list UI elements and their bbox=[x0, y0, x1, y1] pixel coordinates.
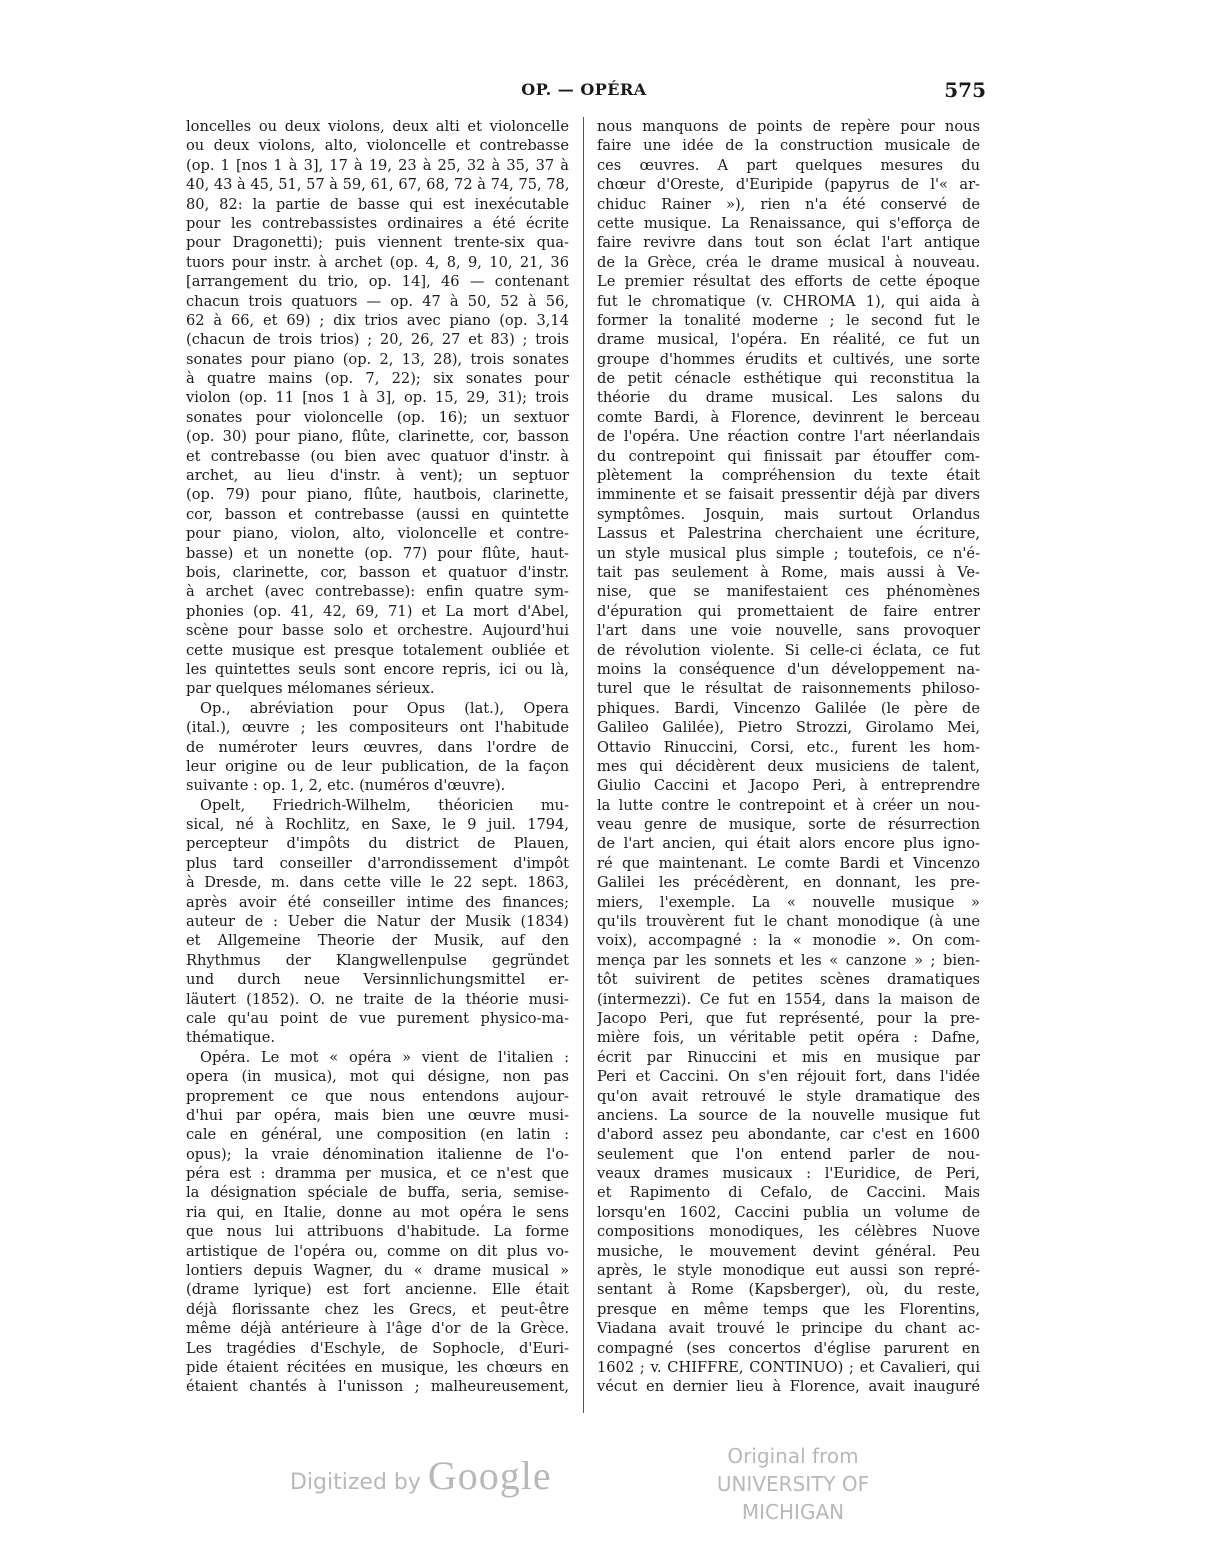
text-line: nous manquons de points de repère pour nous bbox=[597, 118, 980, 135]
text-line: bois, clarinette, cor, basson et quatuor d'instr. bbox=[186, 563, 569, 581]
text-line: tait pas seulement à Rome, mais aussi à Ve- bbox=[597, 563, 980, 581]
text-line: étaient chantés à l'unisson ; malheureusement, bbox=[186, 1378, 569, 1396]
text-line: après avoir été conseiller intime des finances; bbox=[186, 893, 569, 911]
text-line: imminente et se faisait pressentir déjà par divers bbox=[597, 486, 980, 504]
text-line: (op. 79) pour piano, flûte, hautbois, clarinette, bbox=[186, 486, 569, 504]
text-line: groupe d'hommes érudits et cultivés, une sorte bbox=[597, 350, 980, 368]
text-line: und durch neue Versinnlichungsmittel er- bbox=[186, 971, 569, 989]
text-line: de petit cénacle esthétique qui reconstitua la bbox=[597, 370, 980, 388]
text-line: Jacopo Peri, que fut représenté, pour la pre- bbox=[597, 1009, 980, 1027]
text-line: d'épuration qui promettaient de faire entrer bbox=[597, 602, 980, 620]
text-line: chœur d'Oreste, d'Euripide (papyrus de l'« ar- bbox=[597, 176, 980, 194]
text-line: plètement la compréhension du texte était bbox=[597, 467, 980, 485]
text-line: violon (op. 11 [nos 1 à 3], op. 15, 29, 31); trois bbox=[186, 389, 569, 407]
text-line: vécut en dernier lieu à Florence, avait inauguré bbox=[597, 1378, 980, 1396]
original-line1: Original from bbox=[727, 1444, 859, 1468]
text-line: pide étaient récitées en musique, les chœurs en bbox=[186, 1359, 569, 1376]
text-line: opera (in musica), mot qui désigne, non pas bbox=[186, 1068, 569, 1086]
text-line: et contrebasse (ou bien avec quatuor d'instr. à bbox=[186, 447, 569, 465]
text-line: chiduc Rainer »), rien n'a été conservé de bbox=[597, 195, 980, 213]
text-line: basse) et un nonette (op. 77) pour flûte, haut- bbox=[186, 544, 569, 562]
text-line: mes qui décidèrent deux musiciens de talent, bbox=[597, 757, 980, 775]
text-line: presque en même temps que les Florentins, bbox=[597, 1300, 980, 1318]
text-line: chacun trois quatuors — op. 47 à 50, 52 à 56, bbox=[186, 292, 569, 310]
text-line: 1602 ; v. CHIFFRE, CONTINUO) ; et Cavalieri, qui bbox=[597, 1359, 980, 1376]
text-line: 40, 43 à 45, 51, 57 à 59, 61, 67, 68, 72 à 74, 75, 78, bbox=[186, 176, 569, 194]
text-line: pour piano, violon, alto, violoncelle et contre- bbox=[186, 525, 569, 543]
text-line: écrit par Rinuccini et mis en musique par bbox=[597, 1048, 980, 1066]
text-line: cor, basson et contrebasse (aussi en quintette bbox=[186, 505, 569, 523]
text-line: phiques. Bardi, Vincenzo Galilée (le père de bbox=[597, 699, 980, 717]
text-line: Opelt, Friedrich-Wilhelm, théoricien mu- bbox=[200, 796, 569, 814]
text-line: drame musical, l'opéra. En réalité, ce fut un bbox=[597, 331, 980, 349]
text-line: suivante : op. 1, 2, etc. (numéros d'œuvre). bbox=[186, 777, 506, 795]
text-line: miers, l'exemple. La « nouvelle musique » bbox=[597, 893, 980, 911]
text-line: de l'art ancien, qui était alors encore plus igno- bbox=[597, 835, 980, 853]
text-line: opus); la vraie dénomination italienne de l'o- bbox=[186, 1145, 569, 1163]
text-line: Galilei les précédèrent, en donnant, les pre- bbox=[597, 874, 980, 892]
text-line: la lutte contre le contrepoint et à créer un nou- bbox=[597, 796, 980, 814]
text-line: ou deux violons, alto, violoncelle et contrebasse bbox=[186, 137, 569, 155]
running-title: OP. — OPÉRA bbox=[521, 80, 647, 99]
text-line: cale qu'au point de vue purement physico-ma- bbox=[186, 1009, 569, 1027]
running-header bbox=[182, 78, 986, 106]
original-from bbox=[668, 1442, 918, 1526]
text-line: pour les contrebassistes ordinaires a été écrite bbox=[186, 214, 569, 232]
text-line: 62 à 66, et 69) ; dix trios avec piano (op. 3,14 bbox=[186, 311, 569, 329]
column-divider bbox=[583, 117, 584, 1413]
text-line: sonates pour violoncelle (op. 16); un sextuor bbox=[186, 408, 569, 426]
text-line: de l'opéra. Une réaction contre l'art néerlandais bbox=[597, 428, 980, 446]
text-line: cale en général, une composition (en latin : bbox=[186, 1126, 569, 1144]
text-line: d'abord assez peu abondante, car c'est en 1600 bbox=[597, 1126, 980, 1144]
text-line: veaux drames musicaux : l'Euridice, de Peri, bbox=[597, 1165, 980, 1183]
text-line: archet, au lieu d'instr. à vent); un septuor bbox=[186, 467, 569, 485]
right-column bbox=[597, 117, 980, 1397]
text-line: symptômes. Josquin, mais surtout Orlandus bbox=[597, 505, 980, 523]
text-line: ces œuvres. A part quelques mesures du bbox=[597, 156, 980, 174]
text-line: turel que le résultat de raisonnements philoso- bbox=[597, 680, 980, 698]
text-line: voix), accompagné : la « monodie ». On com- bbox=[597, 932, 980, 950]
digitized-by-google bbox=[290, 1452, 552, 1499]
text-line: scène pour basse solo et orchestre. Aujourd'hui bbox=[186, 622, 569, 640]
text-line: plus tard conseiller d'arrondissement d'impôt bbox=[186, 854, 569, 872]
text-line: Op., abréviation pour Opus (lat.), Opera bbox=[200, 699, 569, 717]
text-line: Ottavio Rinuccini, Corsi, etc., furent les hom- bbox=[597, 738, 980, 756]
text-line: qu'on avait retrouvé le style dramatique des bbox=[597, 1087, 980, 1105]
text-line: de la Grèce, créa le drame musical à nouveau. bbox=[597, 253, 980, 271]
text-line: sentant à Rome (Kapsberger), où, du reste, bbox=[597, 1281, 980, 1299]
text-line: mença par les sonnets et les « canzone » ; bien- bbox=[597, 951, 980, 969]
text-line: (drame lyrique) est fort ancienne. Elle était bbox=[186, 1281, 569, 1299]
text-line: après, le style monodique eut aussi son repré- bbox=[597, 1262, 980, 1280]
text-line: thématique. bbox=[186, 1029, 275, 1047]
digitized-prefix: Digitized by bbox=[290, 1470, 421, 1495]
page-number: 575 bbox=[944, 78, 986, 102]
text-line: 80, 82: la partie de basse qui est inexécutable bbox=[186, 195, 569, 213]
text-line: lorsqu'en 1602, Caccini publia un volume de bbox=[597, 1203, 980, 1221]
original-line2: UNIVERSITY OF MICHIGAN bbox=[716, 1472, 870, 1524]
text-line: phonies (op. 41, 42, 69, 71) et La mort d'Abel, bbox=[186, 602, 569, 620]
text-line: que nous lui attribuons d'habitude. La forme bbox=[186, 1223, 569, 1241]
text-line: Les tragédies d'Eschyle, de Sophocle, d'Euri- bbox=[186, 1339, 569, 1357]
text-line: percepteur d'impôts du district de Plauen, bbox=[186, 835, 569, 853]
text-line: de révolution violente. Si celle-ci éclata, ce fut bbox=[597, 641, 980, 659]
text-line: (ital.), œuvre ; les compositeurs ont l'habitude bbox=[186, 719, 569, 737]
text-line: cette musique. La Renaissance, qui s'efforça de bbox=[597, 214, 980, 232]
text-line: cette musique est presque totalement oubliée et bbox=[186, 641, 569, 659]
text-line: former la tonalité moderne ; le second fut le bbox=[597, 311, 980, 329]
scan-watermark bbox=[0, 1440, 1207, 1524]
text-line: fut le chromatique (v. CHROMA 1), qui aida à bbox=[597, 292, 980, 310]
text-line: tuors pour instr. à archet (op. 4, 8, 9, 10, 21, 36 bbox=[186, 253, 569, 271]
text-line: un style musical plus simple ; toutefois, ce n'é- bbox=[597, 544, 980, 562]
text-line: ré que maintenant. Le comte Bardi et Vincenzo bbox=[597, 854, 980, 872]
text-line: Giulio Caccini et Jacopo Peri, à entreprendre bbox=[597, 777, 980, 795]
text-line: pour Dragonetti); puis viennent trente-six qua- bbox=[186, 234, 569, 252]
text-line: (chacun de trois trios) ; 20, 26, 27 et 83) ; trois bbox=[186, 331, 569, 349]
text-line: faire revivre dans tout son éclat l'art antique bbox=[597, 234, 980, 252]
text-line: [arrangement du trio, op. 14], 46 — contenant bbox=[186, 273, 569, 291]
text-line: veau genre de musique, sorte de résurrection bbox=[597, 816, 980, 834]
text-line: Viadana avait trouvé le principe du chant ac- bbox=[597, 1320, 980, 1338]
text-line: faire une idée de la construction musicale de bbox=[597, 137, 980, 155]
text-line: de numéroter leurs œuvres, dans l'ordre de bbox=[186, 738, 569, 756]
text-line: nise, que se manifestaient ces phénomènes bbox=[597, 583, 980, 601]
text-line: théorie du drame musical. Les salons du bbox=[597, 389, 980, 407]
text-line: les quintettes seuls sont encore repris, ici ou là, bbox=[186, 660, 569, 678]
text-line: du contrepoint qui finissait par étouffer com- bbox=[597, 447, 980, 465]
text-line: même déjà antérieure à l'âge d'or de la Grèce. bbox=[186, 1320, 569, 1338]
text-line: à quatre mains (op. 7, 22); six sonates pour bbox=[186, 370, 569, 388]
text-line: Le premier résultat des efforts de cette époque bbox=[597, 273, 980, 291]
text-line: déjà florissante chez les Grecs, et peut-être bbox=[186, 1300, 569, 1318]
text-line: (op. 30) pour piano, flûte, clarinette, cor, basson bbox=[186, 428, 569, 446]
text-line: par quelques mélomanes sérieux. bbox=[186, 680, 435, 698]
text-line: et Rapimento di Cefalo, de Caccini. Mais bbox=[597, 1184, 980, 1202]
text-line: et Allgemeine Theorie der Musik, auf den bbox=[186, 932, 569, 950]
left-column bbox=[186, 117, 569, 1397]
text-line: Rhythmus der Klangwellenpulse gegründet bbox=[186, 951, 569, 969]
text-line: tôt suivirent de petites scènes dramatiques bbox=[597, 971, 980, 989]
text-line: d'hui par opéra, mais bien une œuvre musi- bbox=[186, 1106, 569, 1124]
text-line: artistique de l'opéra ou, comme on dit plus vo- bbox=[186, 1242, 569, 1260]
text-line: lontiers depuis Wagner, du « drame musical » bbox=[186, 1262, 569, 1280]
text-line: ria qui, en Italie, donne au mot opéra le sens bbox=[186, 1203, 569, 1221]
text-line: auteur de : Ueber die Natur der Musik (1834) bbox=[186, 913, 569, 931]
text-line: mière fois, un véritable petit opéra : Dafne, bbox=[597, 1029, 980, 1047]
text-line: leur origine ou de leur publication, de la façon bbox=[186, 757, 569, 775]
text-line: seulement que l'on entend parler de nou- bbox=[597, 1145, 980, 1163]
text-line: sonates pour piano (op. 2, 13, 28), trois sonates bbox=[186, 350, 569, 368]
text-line: moins la conséquence d'un développement na- bbox=[597, 660, 980, 678]
google-logo-text: Google bbox=[427, 1453, 552, 1498]
text-line: loncelles ou deux violons, deux alti et violoncelle bbox=[186, 118, 569, 135]
text-line: Galileo Galilée), Pietro Strozzi, Girolamo Mei, bbox=[597, 719, 980, 737]
text-line: (op. 1 [nos 1 à 3], 17 à 19, 23 à 25, 32 à 35, 37 à bbox=[186, 156, 569, 174]
text-line: qu'ils trouvèrent fut le chant monodique (à une bbox=[597, 913, 980, 931]
text-line: à archet (avec contrebasse): enfin quatre sym- bbox=[186, 583, 569, 601]
text-line: Lassus et Palestrina cherchaient une écriture, bbox=[597, 525, 980, 543]
text-line: la désignation spéciale de buffa, seria, semise- bbox=[186, 1184, 569, 1202]
text-line: Peri et Caccini. On s'en réjouit fort, dans l'idée bbox=[597, 1068, 980, 1086]
text-line: (intermezzi). Ce fut en 1554, dans la maison de bbox=[597, 990, 980, 1008]
text-line: sical, né à Rochlitz, en Saxe, le 9 juil. 1794, bbox=[186, 816, 569, 834]
text-line: compagné (ses concertos d'église parurent en bbox=[597, 1339, 980, 1357]
text-line: anciens. La source de la nouvelle musique fut bbox=[597, 1106, 980, 1124]
text-line: comte Bardi, à Florence, devinrent le berceau bbox=[597, 408, 980, 426]
text-line: musiche, le mouvement devint général. Peu bbox=[597, 1242, 980, 1260]
text-line: läutert (1852). O. ne traite de la théorie musi- bbox=[186, 990, 569, 1008]
text-line: l'art dans une voie nouvelle, sans provoquer bbox=[597, 622, 980, 640]
text-line: proprement ce que nous entendons aujour- bbox=[186, 1087, 569, 1105]
text-line: péra est : dramma per musica, et ce n'est que bbox=[186, 1165, 569, 1183]
text-line: compositions monodiques, les célèbres Nuove bbox=[597, 1223, 980, 1241]
text-line: à Dresde, m. dans cette ville le 22 sept. 1863, bbox=[186, 874, 569, 892]
text-line: Opéra. Le mot « opéra » vient de l'italien : bbox=[200, 1048, 569, 1066]
